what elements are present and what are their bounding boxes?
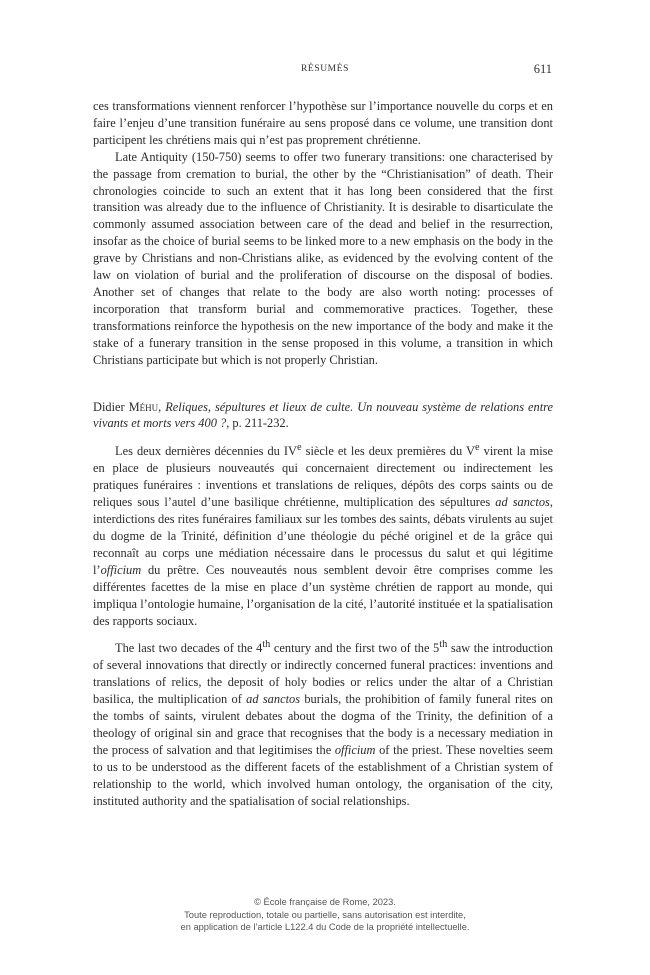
- previous-english-summary: Late Antiquity (150-750) seems to offer two funerary transitions: one characterised by the passage from cremation to burial, the other by the “Christianisation” of death. Their chronologies coincide to such an extent that it has long been considered that the first transition was already due to the influence of Christianity. It is desirable to disarticulate the commonly assumed association between care of the dead and belief in the resurrection, insofar as the choice of burial seems to be linked more to a new emphasis on the body in the grave by Christians and non-Christians alike, as evidenced by the evolving content of the law on violation of burial and the proliferation of discourse on the disposal of bodies. Another set of changes that relate to the body are also worth noting: processes of incorporation that transform burial and commemorative practices. Together, these transformations reinforce the hypothesis on the new importance of the body and make it the stake of a funerary transition in the sense proposed in this volume, a transition in which Christians participate but which is not properly Christian.: [93, 149, 553, 367]
- legal-reference-line: en application de l’article L122.4 du Code de la propriété intellectuelle.: [180, 922, 470, 933]
- previous-french-summary-tail: ces transformations viennent renforcer l’hypothèse sur l’importance nouvelle du corps et en faire l’enjeu d’une transition funéraire au sens proposé dans ce volume, une transition dont participent les chrétiens mais qui n’est pas proprement chrétienne.: [93, 99, 553, 147]
- page-range: p. 211-232.: [232, 416, 289, 431]
- english-summary: The last two decades of the 4th century and the first two of the 5th saw the introduction of several innovations that directly or indirectly concerned funeral practices: inventions and translations of relics, the deposit of holy bodies or relics under the altar of a Christian basilica, the multiplication of ad sanctos burials, the prohibition of family funeral rites on the tombs of saints, virulent debates about the dogma of the Trinity, the definition of a theology of original sin and grace that recognises that the body is a necessary mediation in the process of salvation and that legitimises the officium of the priest. These novelties seem to us to be understood as the different facets of the establishment of a Christian system of relationship to the world, which involved human ontology, the organisation of the city, instituted authority and the spatialisation of social relationships.: [93, 639, 553, 808]
- french-summary: Les deux dernières décennies du IVe siècle et les deux premières du Ve virent la mise en place de plusieurs nouveautés qui concernaient directement ou indirectement les pratiques funéraires : inventions et translations de reliques, dépôts des corps saints ou de reliques sous l’autel d’une basilique chrétienne, multiplication des sépultures ad sanctos, interdictions des rites funéraires familiaux sur les tombes des saints, débats virulents au sujet du dogme de la Trinité, définition d’une théologie du péché originel et de la grâce qui reconnaît au corps une médiation nécessaire dans le processus du salut et qui légitime l’officium du prêtre. Ces nouveautés nous semblent devoir être comprises comme les différentes facettes de la mise en place d’un système chrétien de rapport au monde, qui impliqua l’ontologie humaine, l’organisation de la cité, l’autorité instituée et la spatialisation des rapports sociaux.: [93, 442, 553, 628]
- copyright-line: © École française de Rome, 2023.: [254, 897, 396, 907]
- page-number: 611: [533, 62, 552, 76]
- reproduction-notice-line: Toute reproduction, totale ou partielle, sans autorisation est interdite,: [184, 909, 466, 920]
- entry-heading: Didier Méhu, Reliques, sépultures et lieux de culte. Un nouveau système de relations entre vivants et morts vers 400 ?, p. 211-232.: [93, 399, 553, 431]
- author-last-name: Méhu: [128, 399, 159, 414]
- author-first-name: Didier: [93, 399, 125, 414]
- article-title: Reliques, sépultures et lieux de culte. Un nouveau système de relations entre vivants et morts vers 400 ?: [93, 399, 553, 431]
- summary-entry: [93, 399, 553, 810]
- body-text: [93, 98, 553, 810]
- copyright-footer: [0, 896, 650, 934]
- running-head: RÉSUMÉS: [300, 64, 350, 74]
